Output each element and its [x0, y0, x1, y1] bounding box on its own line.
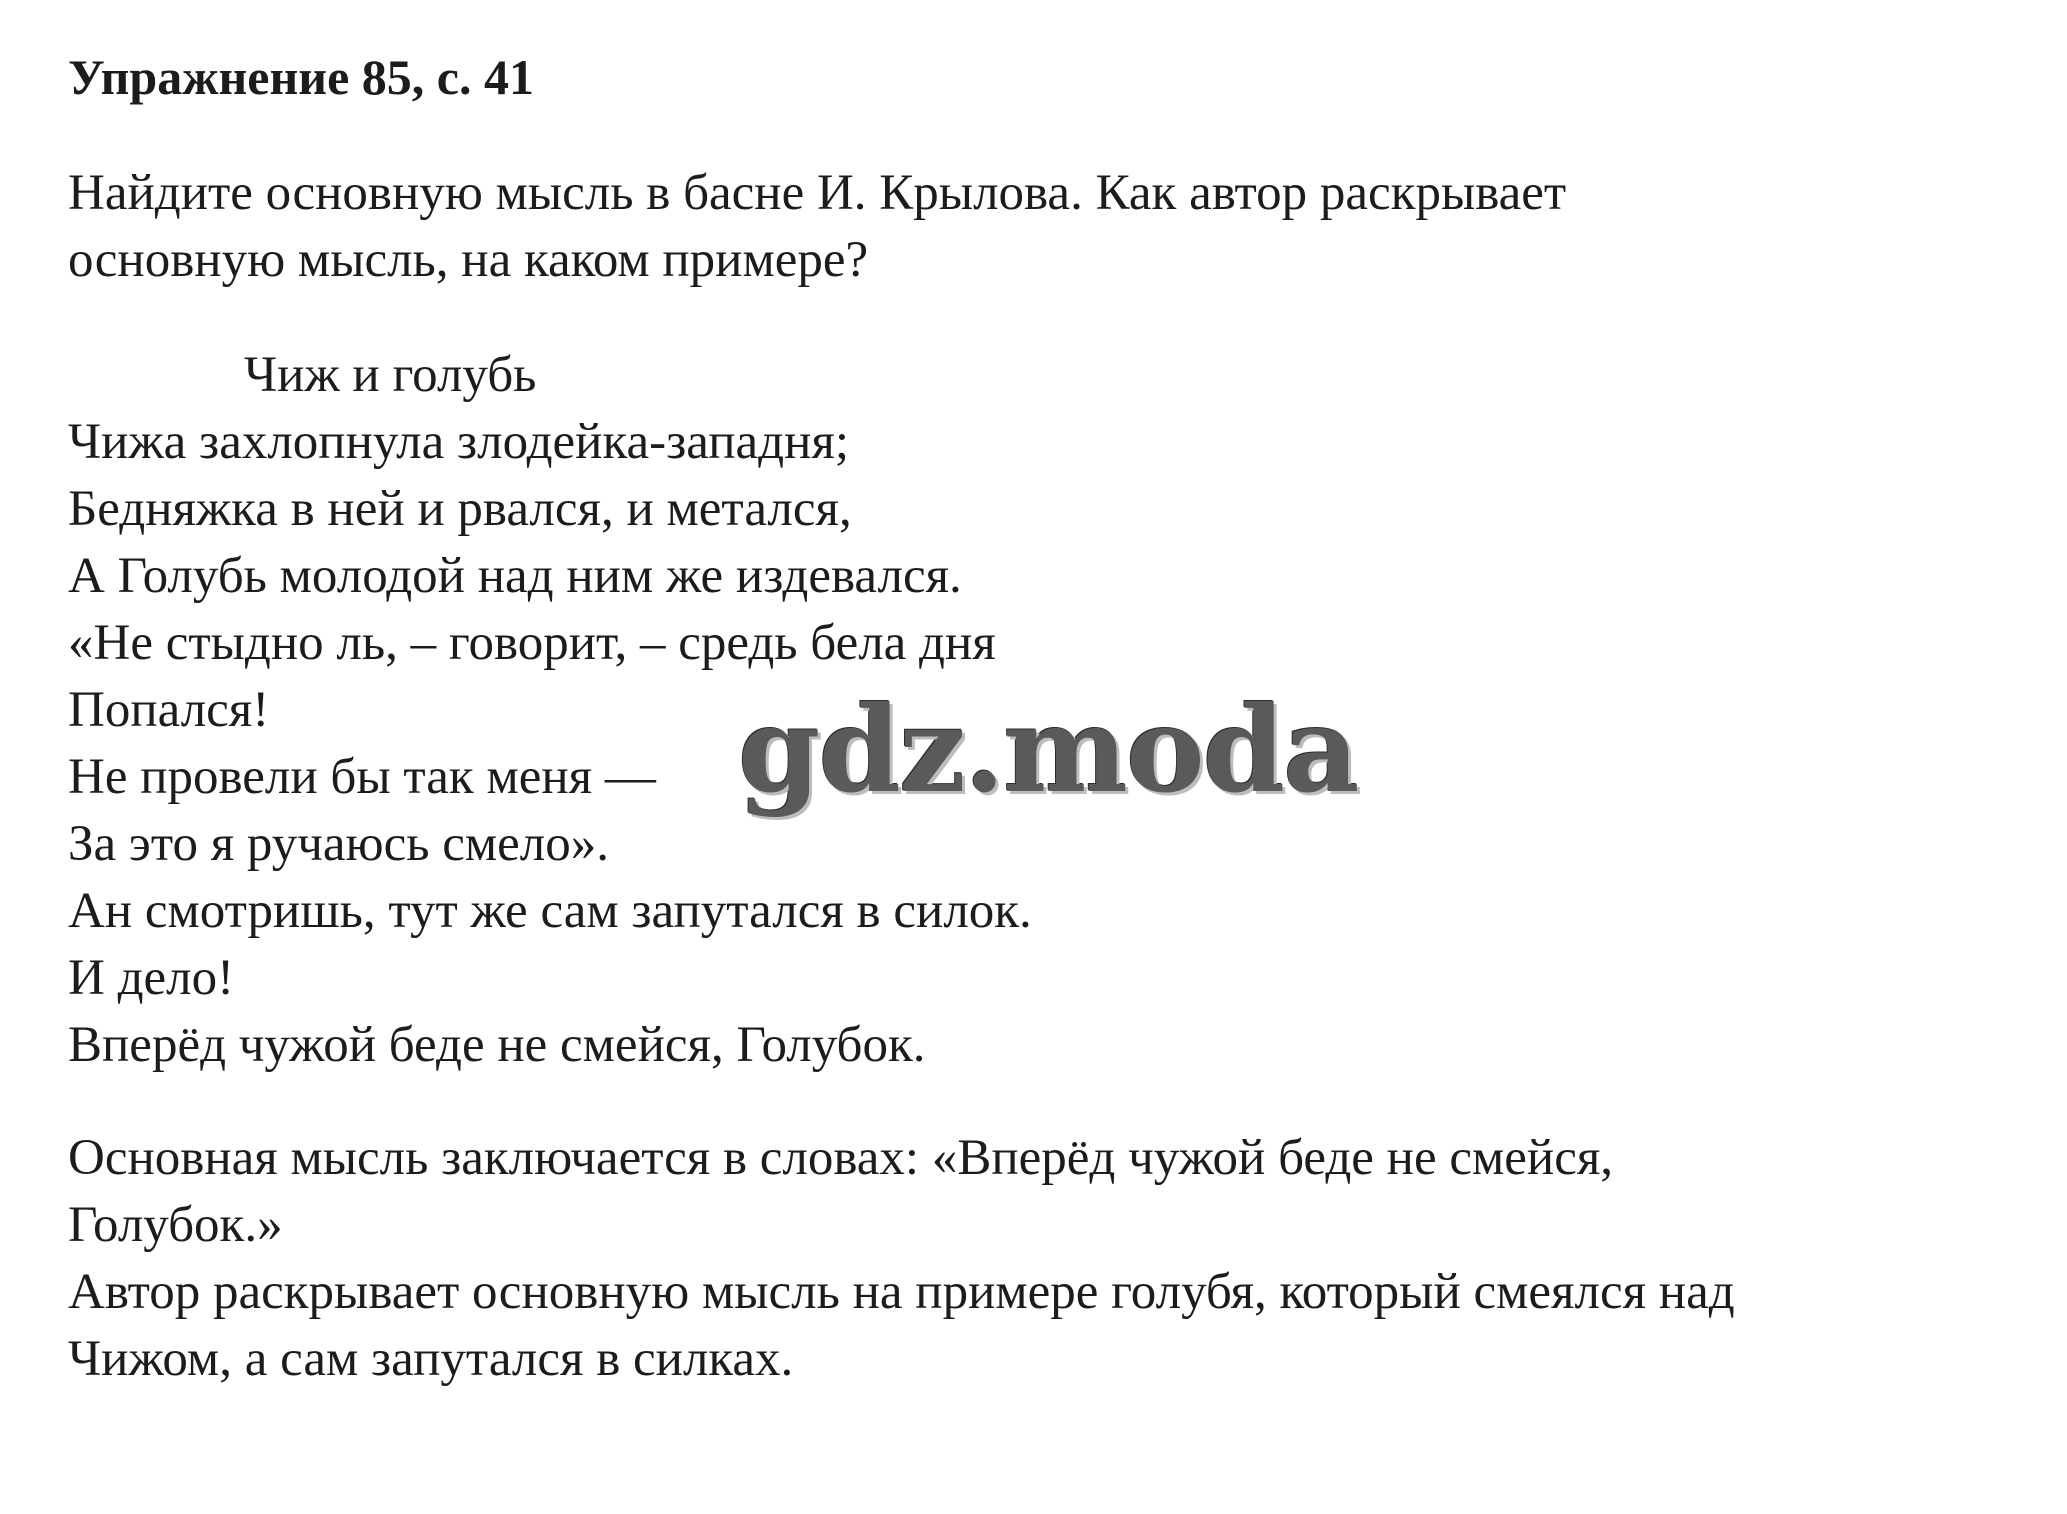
task-line-1: Найдите основную мысль в басне И. Крылова. Как автор раскрывает [68, 165, 1567, 221]
task-line-2: основную мысль, на каком примере? [68, 232, 869, 288]
poem-line-7: За это я ручаюсь смело». [68, 816, 610, 872]
exercise-title: Упражнение 85, с. 41 [68, 49, 534, 105]
poem-line-1: Чижа захлопнула злодейка-западня; [68, 414, 850, 470]
poem-line-6: Не провели бы так меня — [68, 749, 656, 805]
poem-line-8: Ан смотришь, тут же сам запутался в силок. [68, 883, 1032, 939]
answer-line-3: Автор раскрывает основную мысль на примере голубя, который смеялся над [68, 1264, 1735, 1320]
poem-line-9: И дело! [68, 950, 235, 1006]
poem-line-2: Бедняжка в ней и рвался, и метался, [68, 481, 852, 537]
answer-line-2: Голубок.» [68, 1197, 283, 1253]
poem-line-5: Попался! [68, 682, 270, 738]
watermark-logo: gdz.moda [738, 680, 1358, 819]
poem-line-10: Вперёд чужой беде не смейся, Голубок. [68, 1017, 926, 1073]
answer-line-4: Чижом, а сам запутался в силках. [68, 1331, 794, 1387]
poem-line-4: «Не стыдно ль, – говорит, – средь бела дня [68, 615, 996, 671]
poem-title: Чиж и голубь [244, 347, 537, 403]
poem-line-3: А Голубь молодой над ним же издевался. [68, 548, 962, 604]
answer-line-1: Основная мысль заключается в словах: «Вперёд чужой беде не смейся, [68, 1130, 1614, 1186]
